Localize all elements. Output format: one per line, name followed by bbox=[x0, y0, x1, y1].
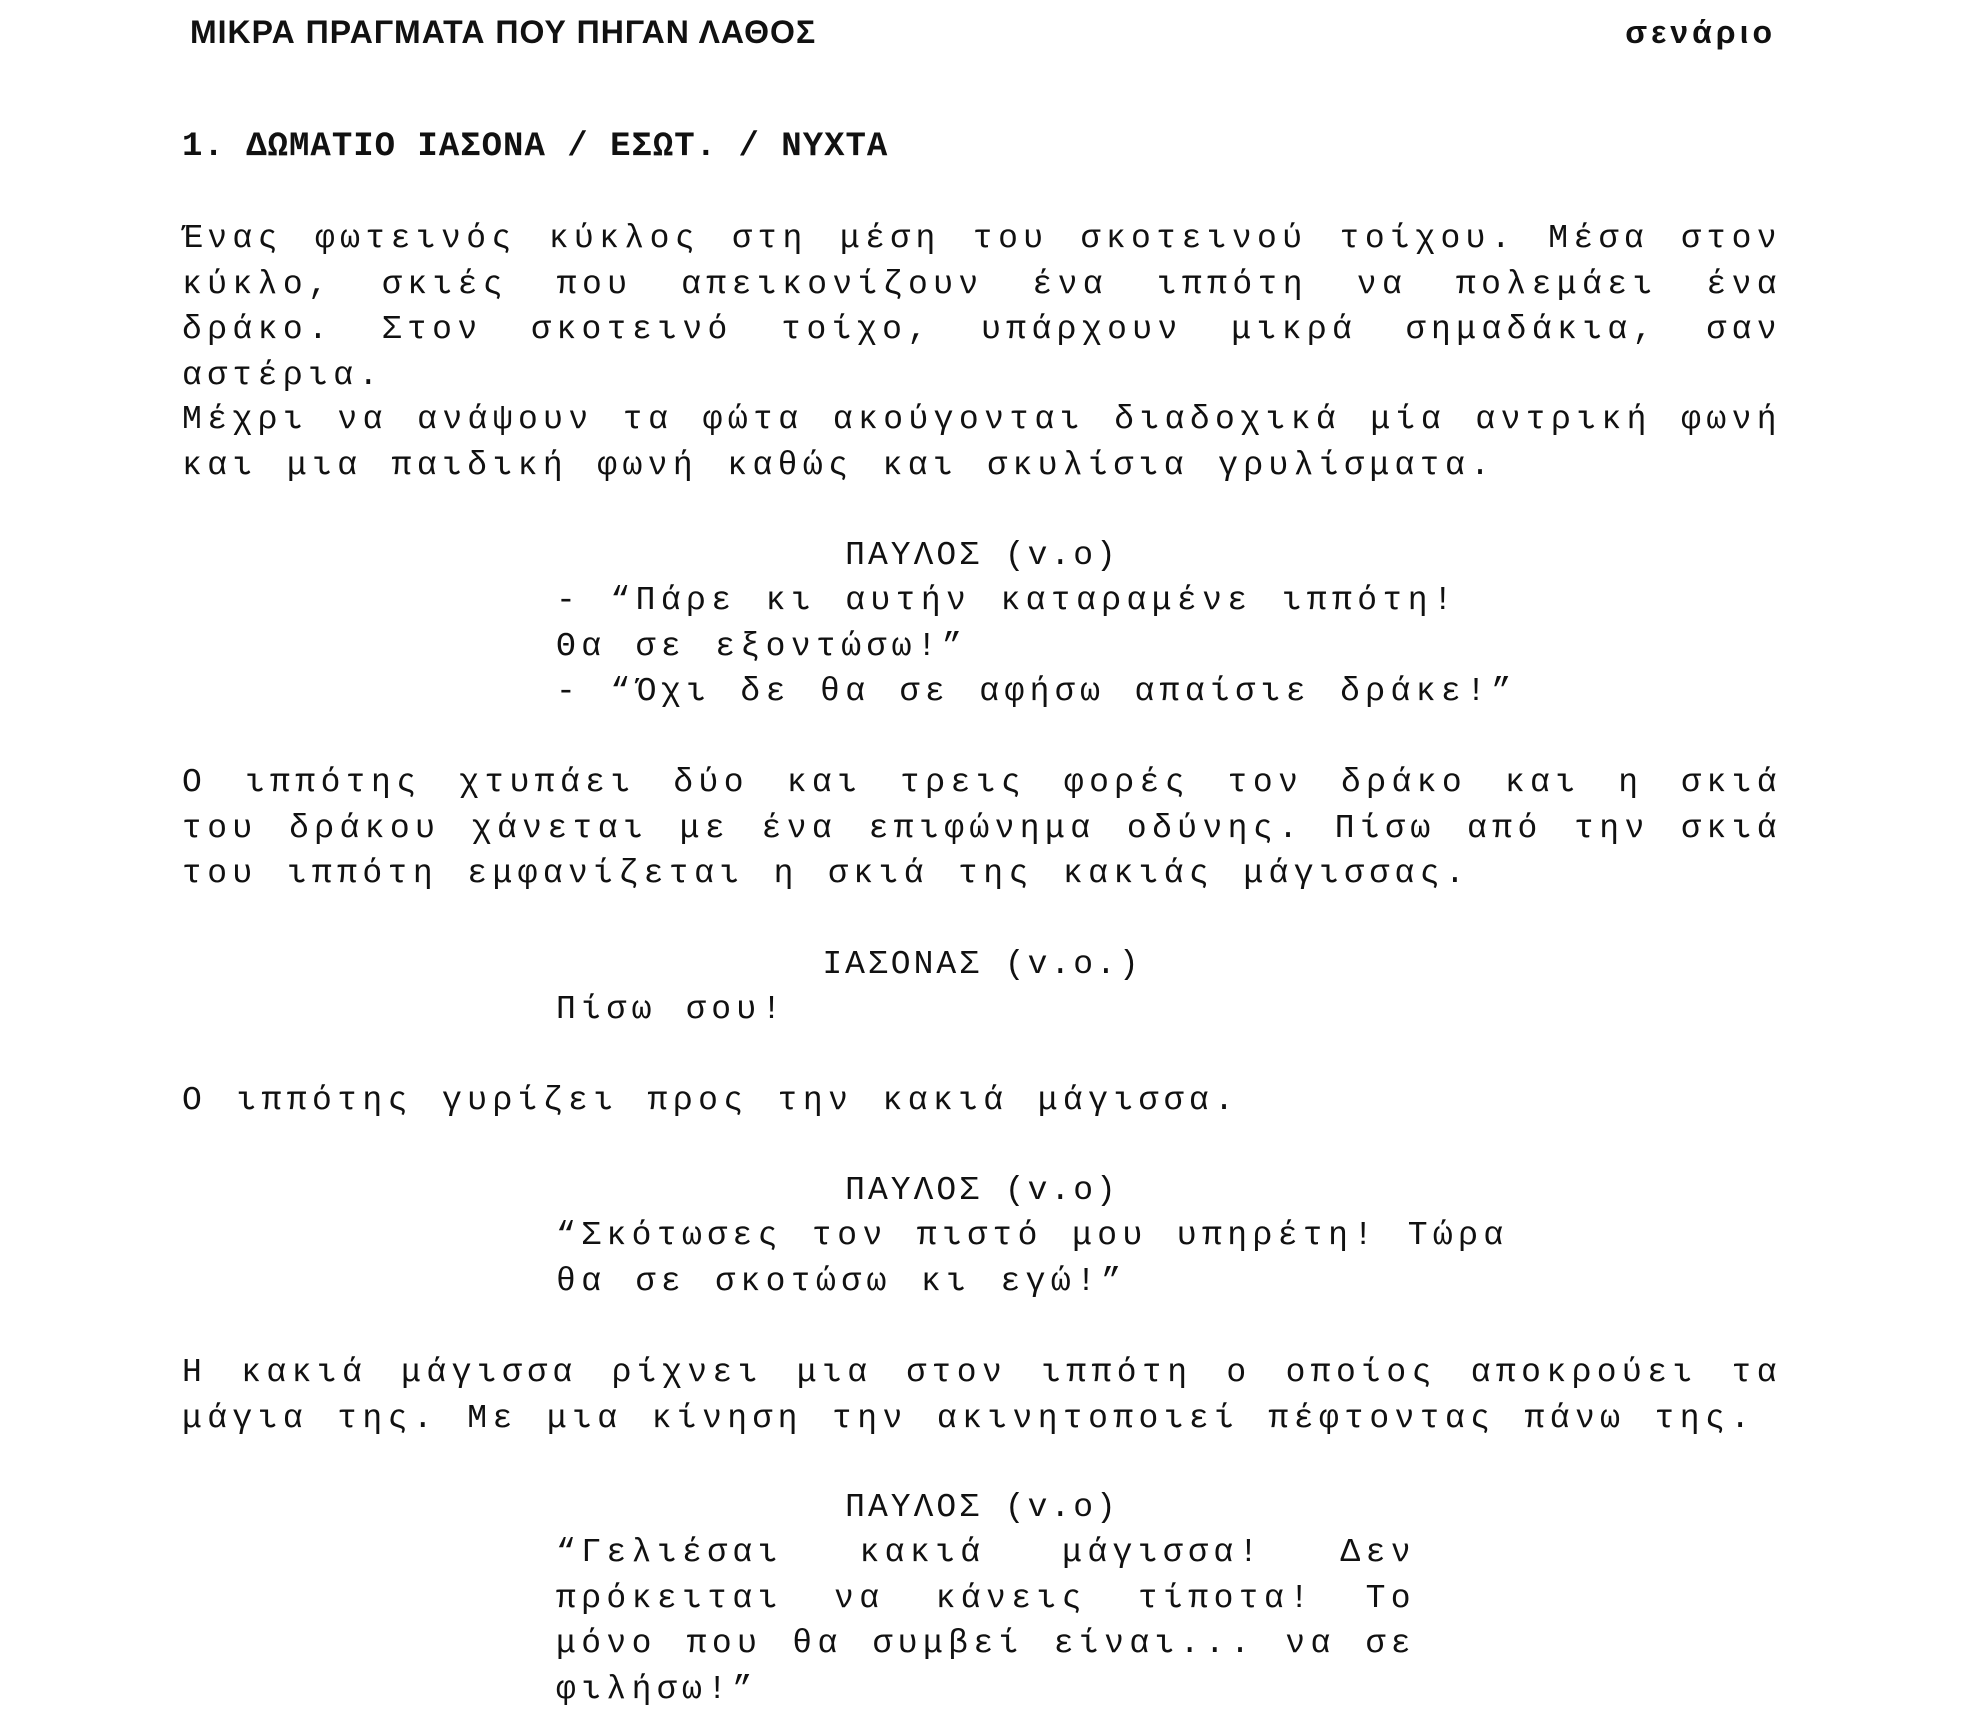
document-type-label: σενάριο bbox=[1625, 14, 1776, 50]
dialogue-line: Θα σε εξοντώσω!” bbox=[556, 627, 968, 665]
scene-heading: 1. ΔΩΜΑΤΙΟ ΙΑΣΟΝΑ / ΕΣΩΤ. / ΝΥΧΤΑ bbox=[182, 128, 889, 166]
character-name-iasonas: ΙΑΣΟΝΑΣ (v.o.) bbox=[822, 946, 1142, 983]
action-paragraph-4: Ο ιππότης γυρίζει προς την κακιά μάγισσα. bbox=[182, 1082, 1240, 1119]
dialogue-line: “Σκότωσες τον πιστό μου υπηρέτη! Τώρα bbox=[556, 1217, 1509, 1254]
screenplay-title: ΜΙΚΡΑ ΠΡΑΓΜΑΤΑ ΠΟΥ ΠΗΓΑΝ ΛΑΘΟΣ bbox=[190, 14, 817, 50]
dialogue-line: θα σε σκοτώσω κι εγώ!” bbox=[556, 1262, 1127, 1300]
dialogue-line: - “Πάρε κι αυτήν καταραμένε ιππότη! bbox=[556, 582, 1459, 619]
dialogue-line: - “Όχι δε θα σε αφήσω απαίσιε δράκε!” bbox=[556, 673, 1517, 710]
action-paragraph-2: Μέχρι να ανάψουν τα φώτα ακούγονται διαδοχικά μία αντρική φωνή και μια παιδική φωνή καθώς και σκυλίσια γρυλίσματα. bbox=[182, 401, 1782, 484]
dialogue-block-2 bbox=[556, 987, 1416, 1033]
dialogue-block-3 bbox=[556, 1213, 1509, 1304]
dialogue-block-4: “Γελιέσαι κακιά μάγισσα! Δεν πρόκειται να κάνεις τίποτα! Το μόνο που θα συμβεί είναι... να σε φιλήσω!” bbox=[556, 1534, 1416, 1708]
dialogue-block-1 bbox=[556, 578, 1517, 715]
character-name-pavlos: ΠΑΥΛΟΣ (v.o) bbox=[845, 537, 1119, 574]
character-name-pavlos: ΠΑΥΛΟΣ (v.o) bbox=[845, 1172, 1119, 1209]
action-paragraph-3: Ο ιππότης χτυπάει δύο και τρεις φορές τον δράκο και η σκιά του δράκου χάνεται με ένα επιφώνημα οδύνης. Πίσω από την σκιά του ιππότη εμφανίζεται η σκιά της κακιάς μάγισσας. bbox=[182, 764, 1782, 892]
dialogue-line: Πίσω σου! bbox=[556, 991, 787, 1028]
action-paragraph-5: Η κακιά μάγισσα ρίχνει μια στον ιππότη ο οποίος αποκρούει τα μάγια της. Με μια κίνηση την ακινητοποιεί πέφτοντας πάνω της. bbox=[182, 1354, 1782, 1437]
page-header bbox=[190, 14, 1776, 62]
character-name-pavlos: ΠΑΥΛΟΣ (v.o) bbox=[845, 1489, 1119, 1526]
action-paragraph-1: Ένας φωτεινός κύκλος στη μέση του σκοτεινού τοίχου. Μέσα στον κύκλο, σκιές που απεικονίζουν ένα ιππότη να πολεμάει ένα δράκο. Στον σκοτεινό τοίχο, υπάρχουν μικρά σημαδάκια, σαν αστέρια. bbox=[182, 220, 1782, 394]
